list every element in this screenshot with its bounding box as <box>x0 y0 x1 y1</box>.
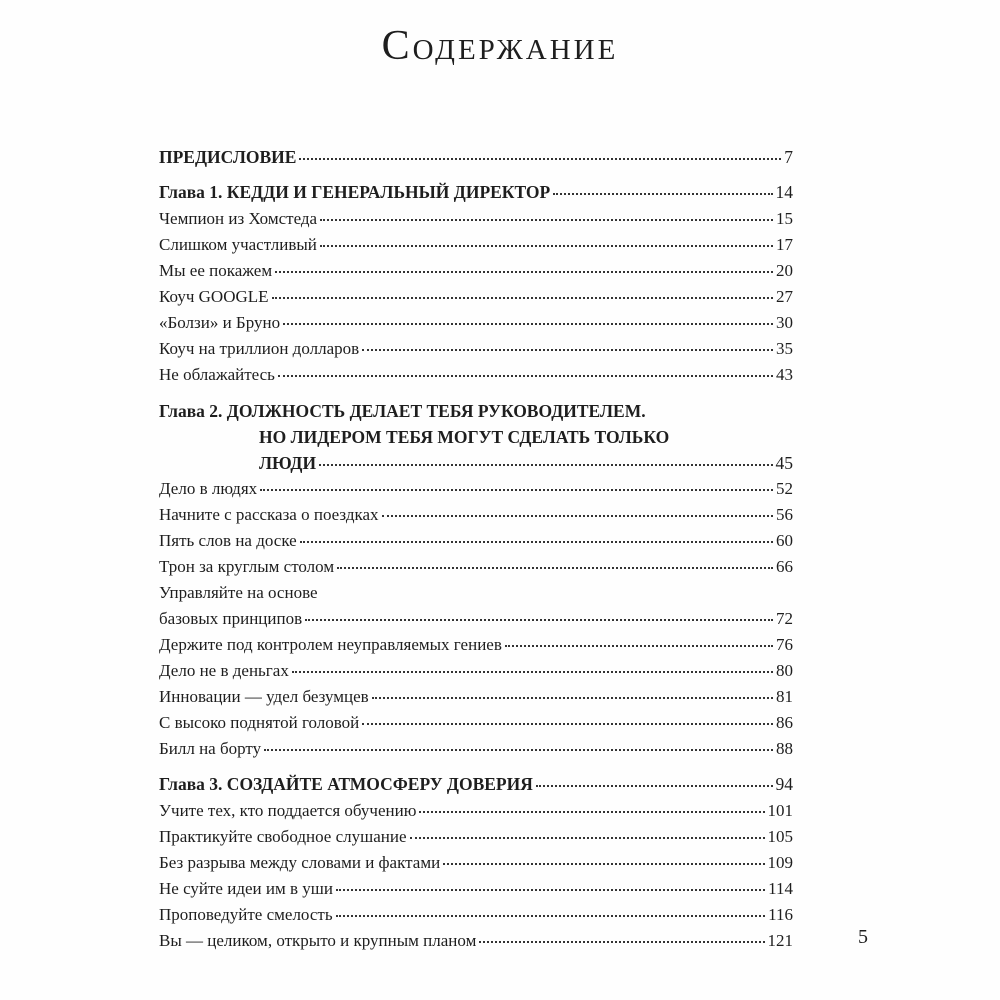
toc-entry <box>159 338 793 360</box>
toc-entry-preface <box>159 146 793 168</box>
toc-entry-title: ПРЕДИСЛОВИЕ <box>159 147 297 167</box>
toc-entry-title: базовых принципов <box>159 609 303 628</box>
toc-entry <box>159 800 793 822</box>
toc-entry-chapter-2 <box>159 452 793 474</box>
dot-leader <box>337 566 773 569</box>
toc-entry <box>159 904 793 926</box>
toc-entry-page: 7 <box>784 147 793 167</box>
dot-leader <box>536 784 773 787</box>
dot-leader <box>419 810 764 813</box>
toc-entry-title: Пять слов на доске <box>159 531 297 550</box>
dot-leader <box>283 322 773 325</box>
dot-leader <box>382 514 773 517</box>
toc-entry-page: 72 <box>776 609 793 628</box>
toc-entry <box>159 208 793 230</box>
toc-entry-page: 88 <box>776 739 793 758</box>
toc-entry-title: Глава 3. СОЗДАЙТЕ АТМОСФЕРУ ДОВЕРИЯ <box>159 774 533 794</box>
toc-chapter-2-title-line-2: НО ЛИДЕРОМ ТЕБЯ МОГУТ СДЕЛАТЬ ТОЛЬКО <box>259 427 670 447</box>
dot-leader <box>319 463 772 466</box>
toc-entry <box>159 286 793 308</box>
toc-entry-page: 66 <box>776 557 793 576</box>
toc-entry-title-line-1: Управляйте на основе <box>159 583 318 602</box>
dot-leader <box>336 888 765 891</box>
toc-entry <box>159 260 793 282</box>
dot-leader <box>305 618 773 621</box>
toc-entry-page: 105 <box>767 827 793 846</box>
toc-entry-title: Слишком участливый <box>159 235 317 254</box>
toc-entry-title: Дело не в деньгах <box>159 661 289 680</box>
dot-leader <box>320 218 773 221</box>
dot-leader <box>336 914 766 917</box>
toc-entry-title: С высоко поднятой головой <box>159 713 360 732</box>
toc-entry <box>159 608 793 630</box>
toc-entry <box>159 738 793 760</box>
toc-entry <box>159 478 793 500</box>
toc-entry-page: 15 <box>776 209 793 228</box>
toc-entry-page: 101 <box>767 801 793 820</box>
dot-leader <box>362 722 773 725</box>
toc-entry-page: 121 <box>767 931 793 950</box>
toc-entry-page: 27 <box>776 287 793 306</box>
dot-leader <box>372 696 773 699</box>
page-title: Содержание <box>381 23 619 69</box>
dot-leader <box>362 348 773 351</box>
toc-entry-title: Держите под контролем неуправляемых гениев <box>159 635 502 654</box>
toc-entry-title: Коуч на триллион долларов <box>159 339 360 358</box>
toc-entry-page: 60 <box>776 531 793 550</box>
toc-entry-title: Инновации — удел безумцев <box>159 687 369 706</box>
toc-entry-page: 116 <box>768 905 793 924</box>
dot-leader <box>292 670 773 673</box>
toc-entry-title: «Болзи» и Бруно <box>159 313 281 332</box>
toc-entry-title: Коуч GOOGLE <box>159 287 269 306</box>
toc-entry-chapter-1 <box>159 181 793 203</box>
toc-entry-title: ЛЮДИ <box>259 453 317 473</box>
toc-entry-page: 81 <box>776 687 793 706</box>
toc-entry <box>159 826 793 848</box>
toc-entry-title: Билл на борту <box>159 739 262 758</box>
dot-leader <box>479 940 764 943</box>
toc-entry-page: 76 <box>776 635 793 654</box>
toc-entry <box>159 712 793 734</box>
dot-leader <box>443 862 764 865</box>
toc-entry-page: 56 <box>776 505 793 524</box>
dot-leader <box>272 296 773 299</box>
toc-entry-title: Практикуйте свободное слушание <box>159 827 407 846</box>
toc-entry <box>159 234 793 256</box>
toc-entry-title: Дело в людях <box>159 479 258 498</box>
toc-entry-page: 35 <box>776 339 793 358</box>
toc-entry-page: 17 <box>776 235 793 254</box>
dot-leader <box>300 540 773 543</box>
toc-entry-title: Начните с рассказа о поездках <box>159 505 379 524</box>
toc-entry-page: 45 <box>775 453 793 473</box>
toc-chapter-2-title-line-1: Глава 2. ДОЛЖНОСТЬ ДЕЛАЕТ ТЕБЯ РУКОВОДИТЕЛЕМ. <box>159 401 646 421</box>
dot-leader <box>264 748 773 751</box>
dot-leader <box>410 836 765 839</box>
toc-entry <box>159 634 793 656</box>
toc-entry-title: Чемпион из Хомстеда <box>159 209 318 228</box>
dot-leader <box>320 244 773 247</box>
toc-entry-title: Глава 1. КЕДДИ И ГЕНЕРАЛЬНЫЙ ДИРЕКТОР <box>159 182 551 202</box>
toc-entry <box>159 878 793 900</box>
dot-leader <box>275 270 773 273</box>
toc-entry-page: 30 <box>776 313 793 332</box>
toc-entry-page: 43 <box>776 365 793 384</box>
toc-entry-title: Проповедуйте смелость <box>159 905 333 924</box>
toc-entry-chapter-3 <box>159 773 793 795</box>
toc-entry-page: 80 <box>776 661 793 680</box>
toc-entry <box>159 686 793 708</box>
toc-entry <box>159 312 793 334</box>
toc-entry-page: 114 <box>768 879 793 898</box>
toc-entry-page: 52 <box>776 479 793 498</box>
toc-entry-title: Не суйте идеи им в уши <box>159 879 333 898</box>
toc-entry <box>159 504 793 526</box>
toc-entry <box>159 930 793 952</box>
toc-entry-page: 94 <box>775 774 793 794</box>
toc-entry-page: 86 <box>776 713 793 732</box>
toc-entry <box>159 852 793 874</box>
dot-leader <box>553 192 772 195</box>
page-number: 5 <box>858 926 868 948</box>
dot-leader <box>260 488 773 491</box>
toc-entry-title: Без разрыва между словами и фактами <box>159 853 441 872</box>
toc-entry <box>159 556 793 578</box>
toc-entry-page: 109 <box>767 853 793 872</box>
toc-entry <box>159 530 793 552</box>
dot-leader <box>299 157 781 160</box>
toc-entry-title: Не облажайтесь <box>159 365 275 384</box>
toc-entry <box>159 660 793 682</box>
toc-entry-title: Вы — целиком, открыто и крупным планом <box>159 931 477 950</box>
toc-entry-page: 20 <box>776 261 793 280</box>
toc-entry-title: Учите тех, кто поддается обучению <box>159 801 417 820</box>
toc-entry <box>159 364 793 386</box>
toc-entry-title: Мы ее покажем <box>159 261 273 280</box>
toc-entry-title: Трон за круглым столом <box>159 557 335 576</box>
toc-entry-page: 14 <box>775 182 793 202</box>
dot-leader <box>505 644 773 647</box>
dot-leader <box>278 374 773 377</box>
